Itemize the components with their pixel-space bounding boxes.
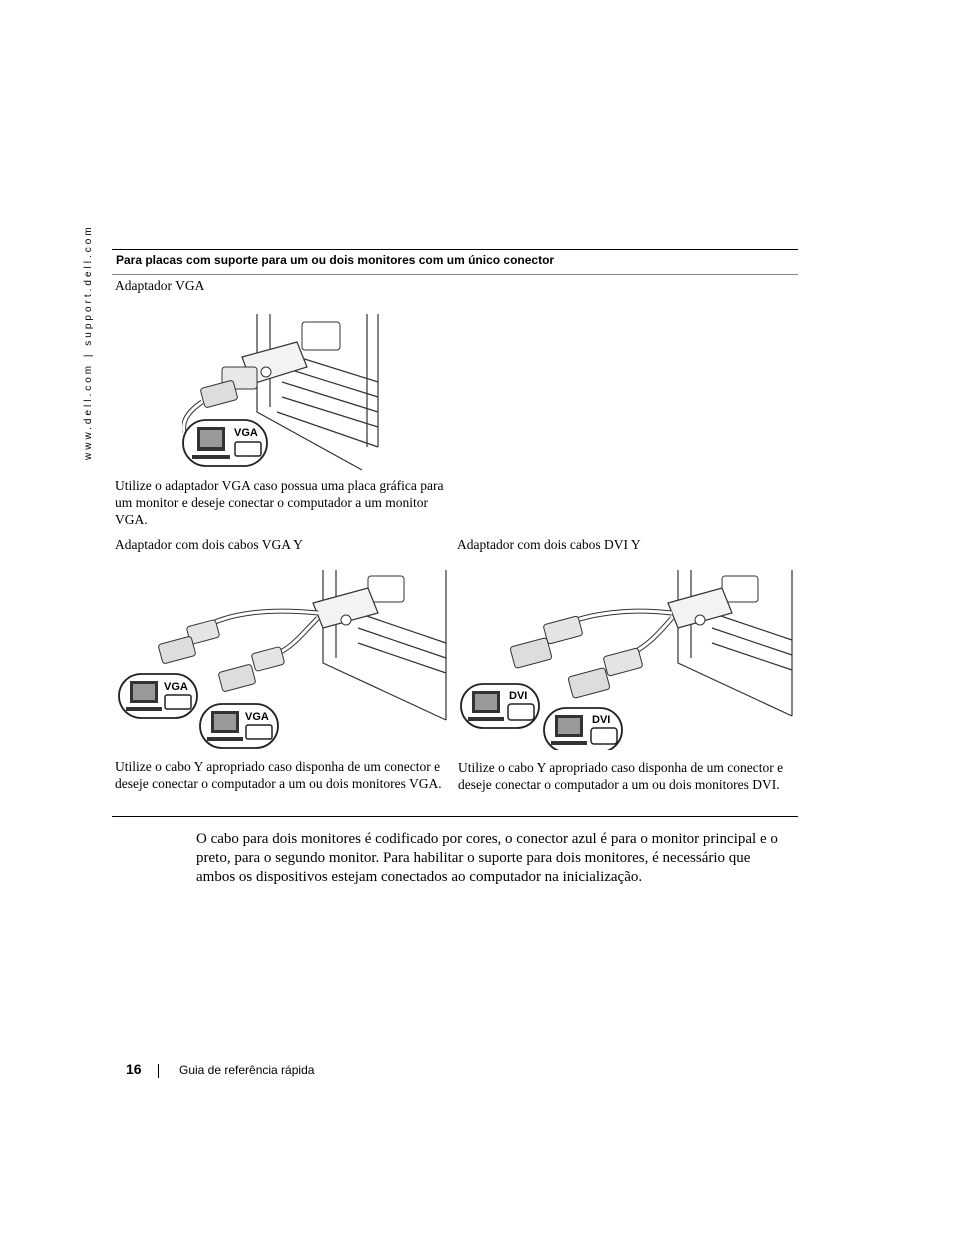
vga-y-connector-label-2: VGA <box>245 711 269 723</box>
side-url: www.dell.com | support.dell.com <box>83 224 94 460</box>
vga-adapter-label: Adaptador VGA <box>115 278 205 293</box>
dvi-y-label: Adaptador com dois cabos DVI Y <box>457 537 641 552</box>
vga-connector-label: VGA <box>234 427 258 439</box>
vga-y-label: Adaptador com dois cabos VGA Y <box>115 537 303 552</box>
dvi-y-illustration <box>460 568 794 750</box>
table-header: Para placas com suporte para um ou dois monitores com um único conector <box>112 250 798 275</box>
vga-y-connector-label-1: VGA <box>164 681 188 693</box>
dvi-y-connector-label-2: DVI <box>592 714 611 726</box>
dvi-y-connector-label-1: DVI <box>509 690 528 702</box>
vga-adapter-illustration <box>182 312 382 474</box>
page-number: 16 <box>126 1061 142 1077</box>
vga-adapter-caption: Utilize o adaptador VGA caso possua uma placa gráfica para um monitor e deseje conectar o computador a um monitor VGA. <box>115 478 444 527</box>
footer-separator <box>158 1064 159 1078</box>
page-footer <box>126 1061 315 1077</box>
vga-y-caption: Utilize o cabo Y apropriado caso disponha de um conector e deseje conectar o computador a um ou dois monitores VGA. <box>115 759 442 791</box>
connector-table <box>112 249 798 817</box>
guide-title: Guia de referência rápida <box>179 1063 315 1077</box>
vga-y-illustration <box>118 568 448 750</box>
dvi-y-caption: Utilize o cabo Y apropriado caso disponha de um conector e deseje conectar o computador a um ou dois monitores DVI. <box>458 760 784 792</box>
body-paragraph: O cabo para dois monitores é codificado por cores, o conector azul é para o monitor principal e o preto, para o segundo monitor. Para habilitar o suporte para dois monitores, é necessário que ambos os dispositivos estejam conectados ao computador na inicialização. <box>196 831 778 885</box>
